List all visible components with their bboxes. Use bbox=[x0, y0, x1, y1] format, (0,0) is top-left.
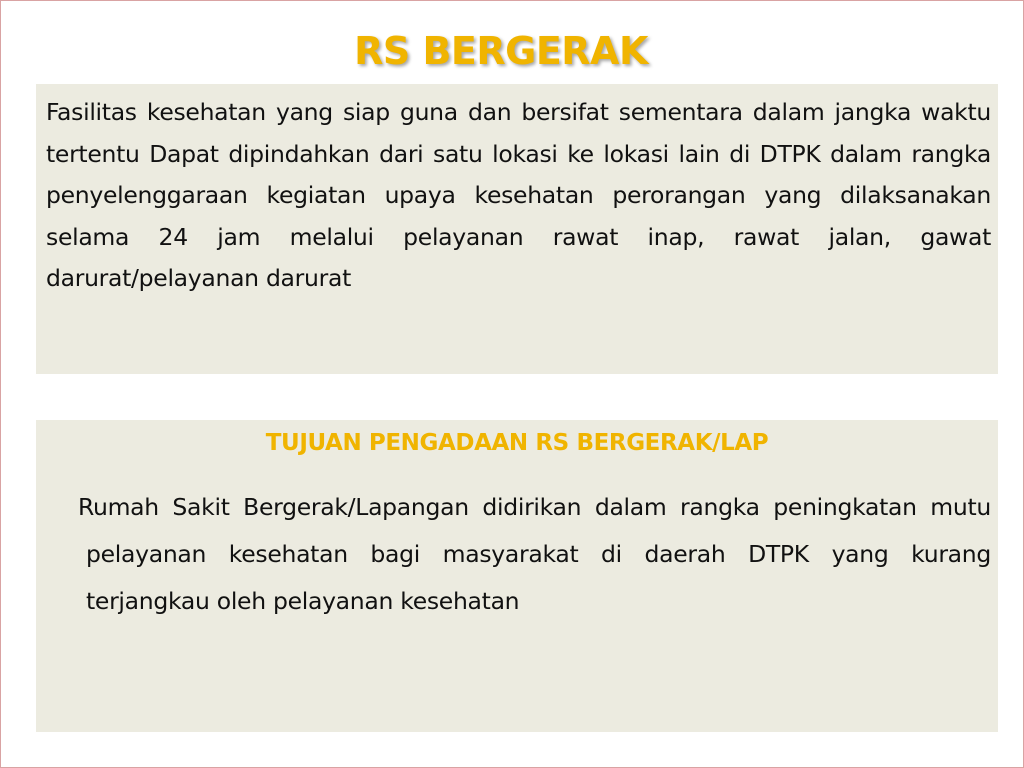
goal-panel bbox=[36, 420, 998, 732]
goal-text: Rumah Sakit Bergerak/Lapangan didirikan dalam rangka peningkatan mutu pelayanan kesehatan bagi masyarakat di daerah DTPK yang kurang terjangkau oleh pelayanan kesehatan bbox=[78, 493, 991, 615]
definition-text: Fasilitas kesehatan yang siap guna dan bersifat sementara dalam jangka waktu tertentu Dapat dipindahkan dari satu lokasi ke lokasi lain di DTPK dalam rangka penyelenggaraan kegiatan upaya kesehatan perorangan yang dilaksanakan selama 24 jam melalui pelayanan rawat inap, rawat jalan, gawat darurat/pelayanan darurat bbox=[46, 98, 991, 292]
goal-heading: TUJUAN PENGADAAN RS BERGERAK/LAP bbox=[265, 430, 769, 456]
definition-panel bbox=[36, 84, 998, 374]
slide-title: RS BERGERAK bbox=[354, 29, 648, 73]
